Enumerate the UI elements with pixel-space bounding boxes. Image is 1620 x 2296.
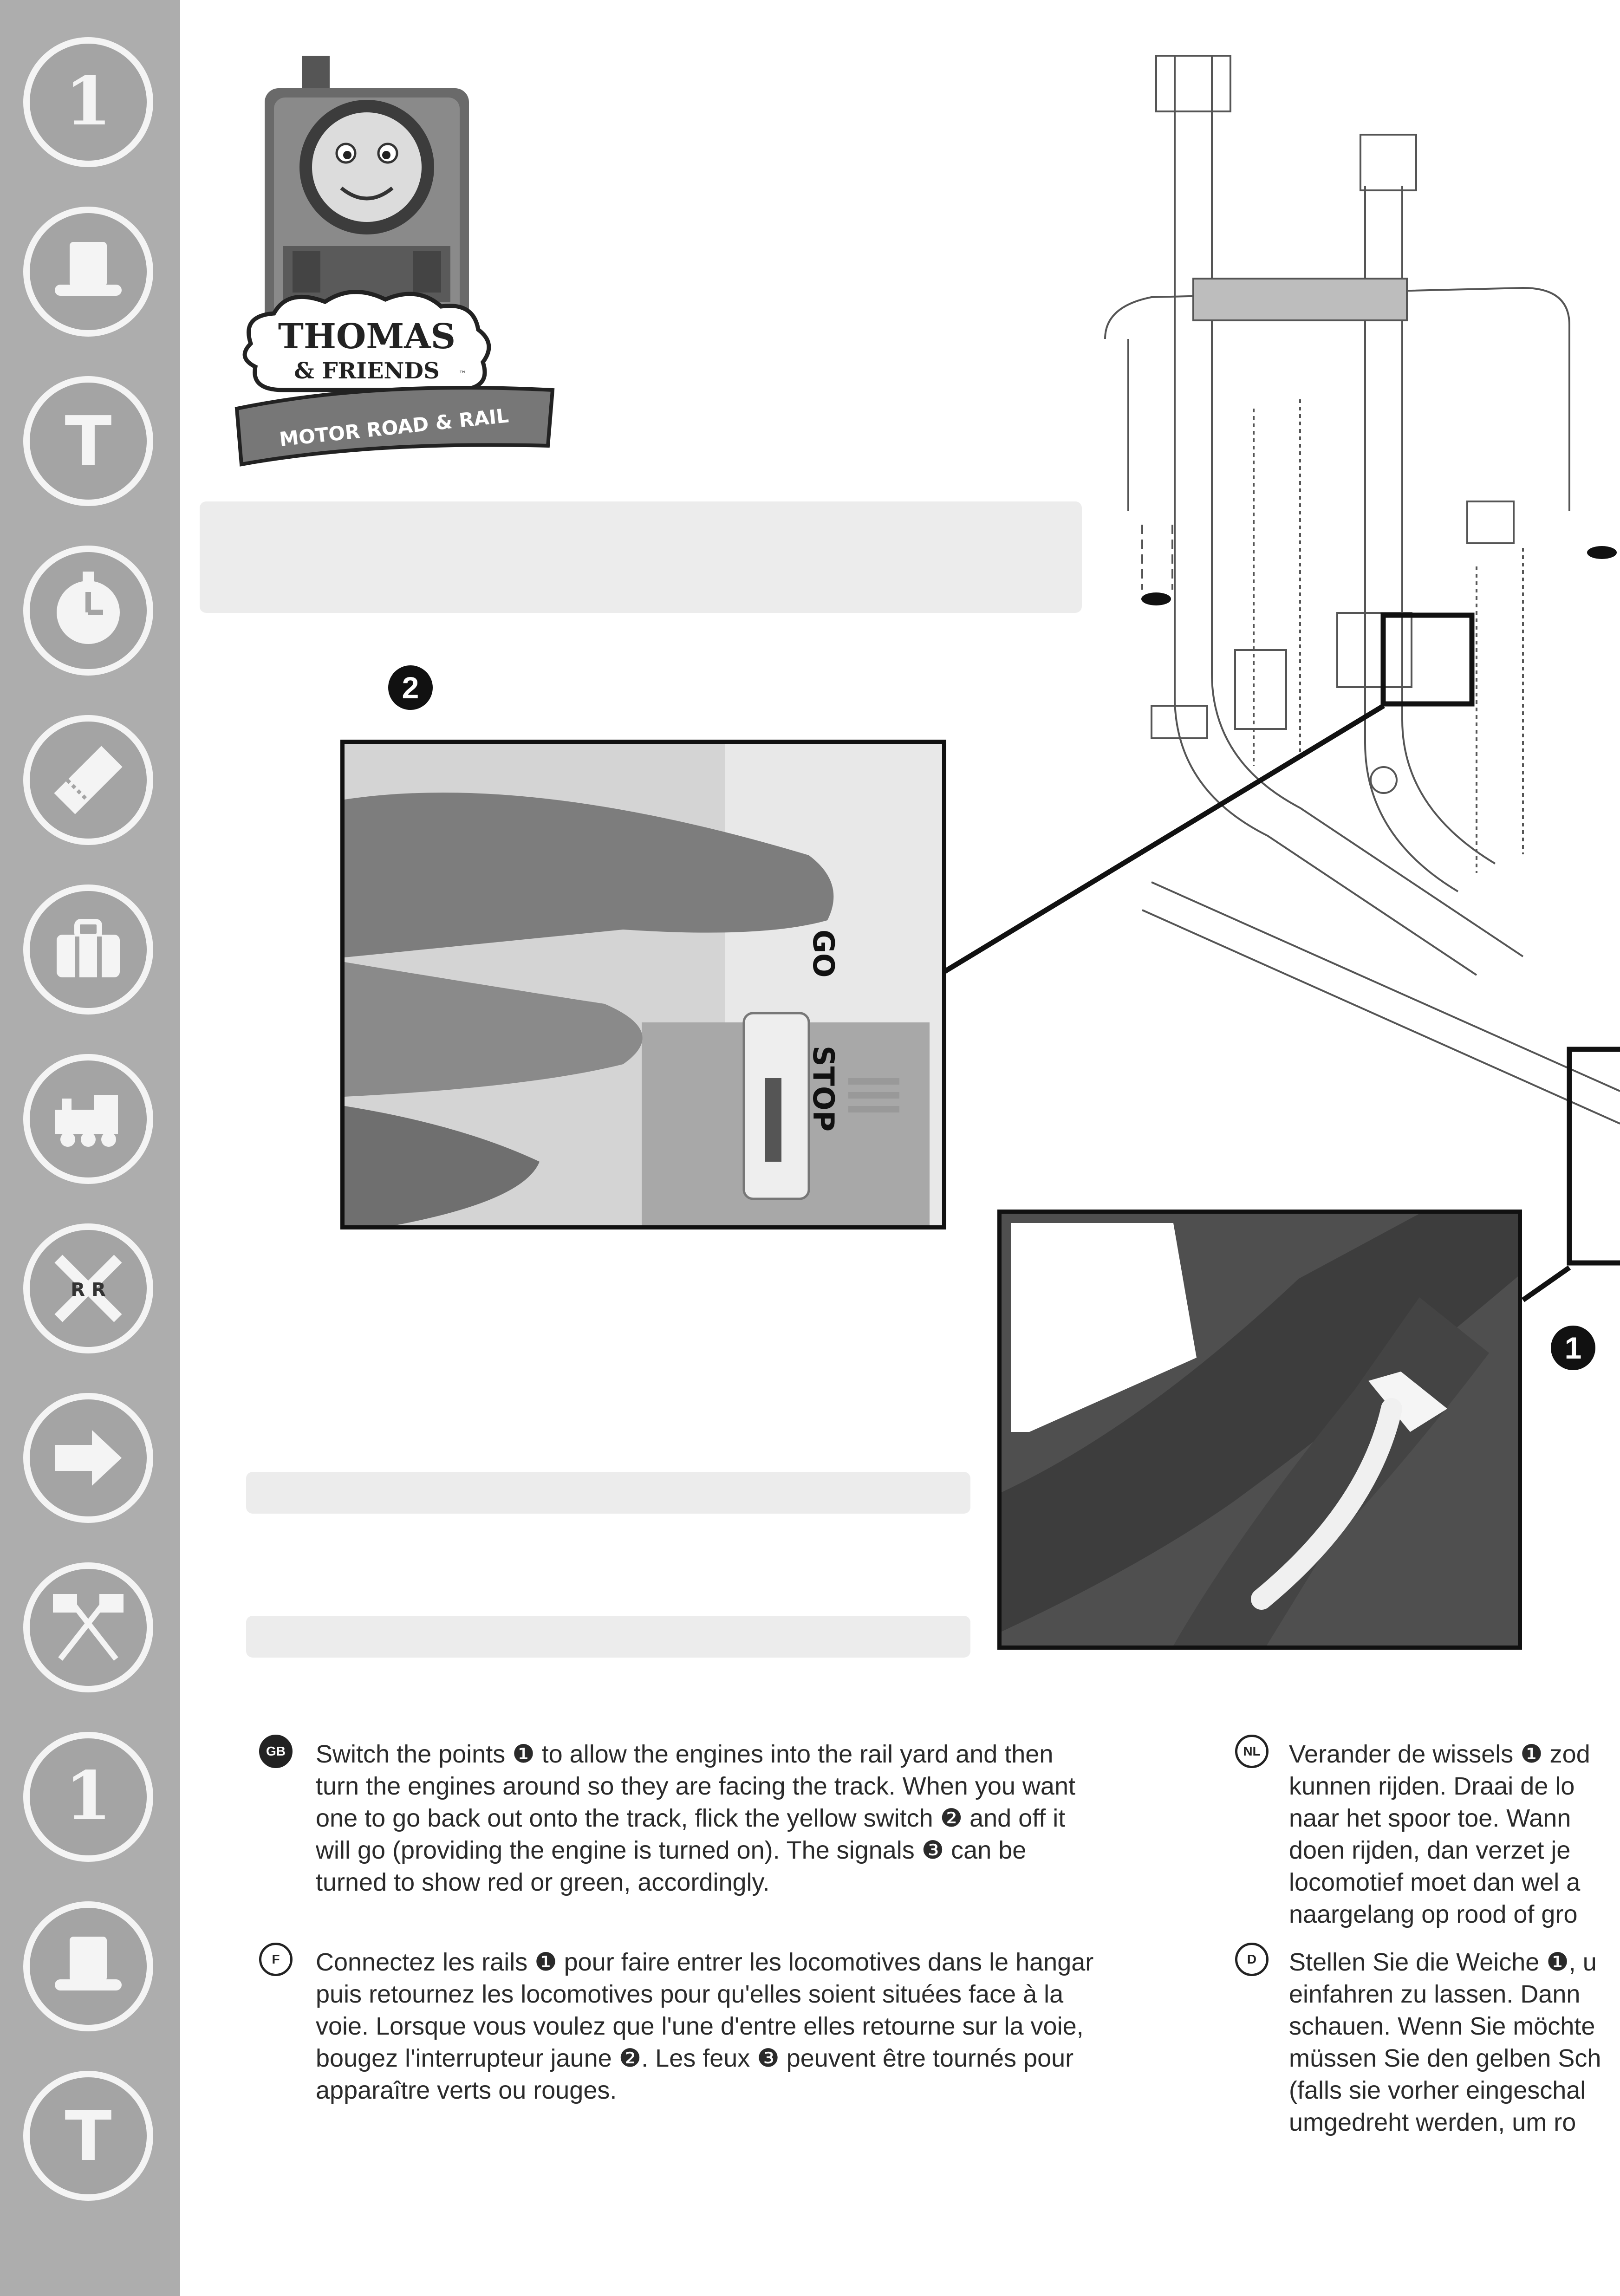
text-line: turned to show red or green, accordingly. [316, 1868, 770, 1896]
lang-badge-d: D [1235, 1943, 1269, 1976]
text-line: apparaître verts ou rouges. [316, 2076, 617, 2104]
text-line: Switch the points ❶ to allow the engines into the rail yard and then [316, 1740, 1054, 1768]
text-line: one to go back out onto the track, flick the yellow switch ❷ and off it [316, 1804, 1066, 1832]
svg-text:1: 1 [65, 62, 112, 140]
svg-text:MOTOR ROAD & RAIL: MOTOR ROAD & RAIL [278, 404, 510, 451]
svg-text:T: T [65, 402, 112, 481]
text-line: Verander de wissels ❶ zod [1289, 1740, 1590, 1768]
instructions-english [316, 1738, 1226, 1899]
svg-text:THOMAS: THOMAS [278, 317, 456, 357]
svg-text:R R: R R [71, 1279, 106, 1301]
instructions-french [316, 1946, 1226, 2107]
text-line: umgedreht werden, um ro [1289, 2108, 1576, 2136]
text-line: turn the engines around so they are facing the track. When you want [316, 1772, 1075, 1800]
lang-badge-gb: GB [259, 1735, 293, 1768]
text-line: voie. Lorsque vous voulez que l'une d'entre elles retourne sur la voie, [316, 2012, 1084, 2040]
svg-text:1: 1 [65, 1756, 112, 1835]
svg-text:STOP: STOP [807, 1046, 840, 1132]
text-line: naargelang op rood of gro [1289, 1900, 1578, 1928]
text-line: puis retournez les locomotives pour qu'elles soient situées face à la [316, 1980, 1064, 2008]
text-line: naar het spoor toe. Wann [1289, 1804, 1571, 1832]
text-line: will go (providing the engine is turned on). The signals ❸ can be [316, 1836, 1027, 1864]
svg-text:GO: GO [807, 930, 840, 978]
text-line: locomotief moet dan wel a [1289, 1868, 1581, 1896]
switch-photo [340, 740, 946, 1229]
text-line: (falls sie vorher eingeschal [1289, 2076, 1586, 2104]
svg-text:& FRIENDS: & FRIENDS [294, 358, 440, 384]
step-1-badge: 1 [1551, 1326, 1595, 1370]
instructions-dutch [1289, 1738, 1620, 1931]
instructions-german [1289, 1946, 1620, 2139]
step-2-badge: 2 [388, 665, 433, 710]
text-line: Connectez les rails ❶ pour faire entrer les locomotives dans le hangar [316, 1948, 1094, 1976]
text-line: doen rijden, dan verzet je [1289, 1836, 1571, 1864]
svg-text:™: ™ [459, 369, 466, 378]
text-line: kunnen rijden. Draai de lo [1289, 1772, 1575, 1800]
points-photo [997, 1210, 1522, 1650]
text-line: müssen Sie den gelben Sch [1289, 2044, 1601, 2072]
text-line: schauen. Wenn Sie möchte [1289, 2012, 1595, 2040]
lang-badge-nl: NL [1235, 1735, 1269, 1768]
lang-badge-f: F [259, 1943, 293, 1976]
text-line: bougez l'interrupteur jaune ❷. Les feux ❸ peuvent être tournés pour [316, 2044, 1074, 2072]
text-line: einfahren zu lassen. Dann [1289, 1980, 1581, 2008]
svg-text:T: T [65, 2096, 112, 2176]
text-line: Stellen Sie die Weiche ❶, u [1289, 1948, 1597, 1976]
